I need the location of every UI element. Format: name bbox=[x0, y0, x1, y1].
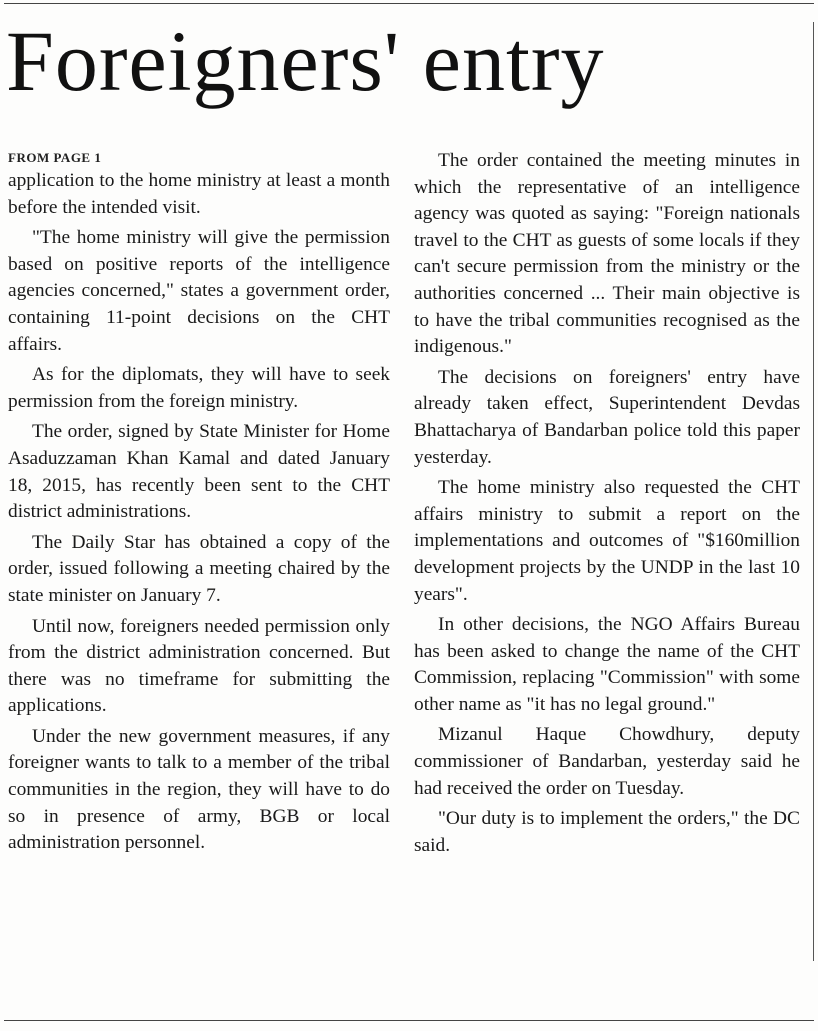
right-rule bbox=[813, 22, 814, 961]
paragraph: The Daily Star has obtained a copy of the order, issued following a meeting chaired by the state minister on January 7. bbox=[8, 531, 390, 606]
paragraph: Until now, foreigners needed permission only from the district administration concerned. But there was no timeframe for submitting the applications. bbox=[8, 615, 390, 717]
paragraph: As for the diplomats, they will have to seek permission from the foreign ministry. bbox=[8, 364, 390, 412]
left-column bbox=[8, 148, 390, 861]
paragraph: "Our duty is to implement the orders," the DC said. bbox=[414, 808, 800, 856]
paragraph: The home ministry also requested the CHT affairs ministry to submit a report on the implementations and outcomes of "$160million development projects by the UNDP in the last 10 years". bbox=[414, 477, 800, 605]
bottom-rule bbox=[4, 1020, 814, 1021]
paragraph: Mizanul Haque Chowdhury, deputy commissioner of Bandarban, yesterday said he had received the order on Tuesday. bbox=[414, 724, 800, 799]
right-column bbox=[414, 148, 800, 863]
headline: Foreigners' entry bbox=[6, 13, 605, 109]
paragraph: application to the home ministry at least a month before the intended visit. bbox=[8, 170, 390, 218]
paragraph: "The home ministry will give the permission based on positive reports of the intelligence agencies concerned," states a government order, containing 11-point decisions on the CHT affairs. bbox=[8, 227, 390, 355]
top-rule bbox=[4, 3, 814, 4]
paragraph: The decisions on foreigners' entry have already taken effect, Superintendent Devdas Bhattacharya of Bandarban police told this paper yesterday. bbox=[414, 366, 800, 468]
paragraph: Under the new government measures, if any foreigner wants to talk to a member of the tribal communities in the region, they will have to do so in presence of army, BGB or local administration personnel. bbox=[8, 725, 390, 854]
paragraph: The order, signed by State Minister for Home Asaduzzaman Khan Kamal and dated January 18, 2015, has recently been sent to the CHT district administrations. bbox=[8, 421, 390, 523]
paragraph: The order contained the meeting minutes in which the representative of an intelligence agency was quoted as saying: "Foreign nationals travel to the CHT as guests of some locals if they can't secure permission from the ministry or the authorities concerned ... Their main objective is to have the tribal communities recognised as the indigenous." bbox=[414, 150, 800, 358]
kicker-from-page: FROM PAGE 1 bbox=[8, 150, 102, 165]
paragraph: In other decisions, the NGO Affairs Bureau has been asked to change the name of the CHT Commission, replacing "Commission" with some other name as "it has no legal ground." bbox=[414, 614, 800, 715]
